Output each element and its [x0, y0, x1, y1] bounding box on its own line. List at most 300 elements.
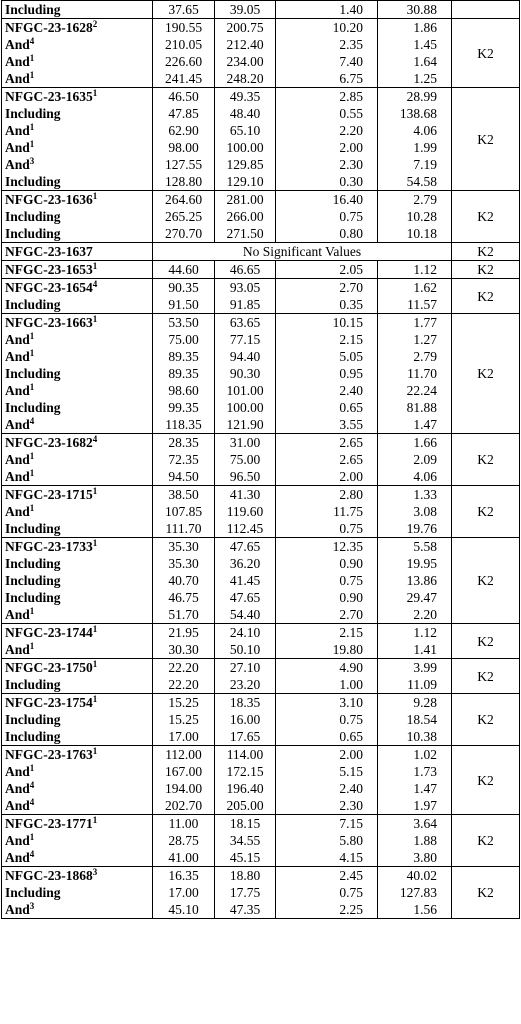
- hole-label: NFGC-23-1637: [5, 244, 93, 259]
- table-row: [2, 711, 520, 728]
- footnote-marker: 1: [29, 468, 35, 478]
- grade-cell: 40.02: [378, 867, 452, 885]
- hole-id-cell: [2, 884, 153, 901]
- to-cell: 36.20: [215, 555, 276, 572]
- footnote-marker: 4: [29, 780, 35, 790]
- hole-id-cell: [2, 624, 153, 642]
- grade-cell: 1.47: [378, 780, 452, 797]
- from-cell: 118.35: [153, 416, 215, 434]
- to-cell: 248.20: [215, 70, 276, 88]
- grade-cell: 4.06: [378, 122, 452, 139]
- hole-id-cell: [2, 555, 153, 572]
- hole-label: And: [5, 850, 30, 865]
- hole-id-cell: [2, 225, 153, 243]
- zone-cell: K2: [452, 659, 520, 694]
- to-cell: 47.65: [215, 589, 276, 606]
- footnote-marker: 1: [92, 659, 98, 669]
- hole-label: Including: [5, 297, 61, 312]
- to-cell: 31.00: [215, 434, 276, 452]
- footnote-marker: 1: [92, 694, 98, 704]
- length-cell: 2.35: [276, 36, 378, 53]
- from-cell: 47.85: [153, 105, 215, 122]
- hole-id-cell: [2, 486, 153, 504]
- grade-cell: 5.58: [378, 538, 452, 556]
- grade-cell: 1.97: [378, 797, 452, 815]
- grade-cell: 1.64: [378, 53, 452, 70]
- length-cell: 0.30: [276, 173, 378, 191]
- length-cell: 7.40: [276, 53, 378, 70]
- hole-label: NFGC-23-1754: [5, 695, 93, 710]
- hole-id-cell: [2, 434, 153, 452]
- length-cell: 2.70: [276, 606, 378, 624]
- length-cell: 3.10: [276, 694, 378, 712]
- table-row: [2, 797, 520, 815]
- zone-cell: K2: [452, 261, 520, 279]
- grade-cell: 1.02: [378, 746, 452, 764]
- length-cell: 0.75: [276, 208, 378, 225]
- footnote-marker: 4: [29, 797, 35, 807]
- length-cell: 2.65: [276, 451, 378, 468]
- zone-cell: K2: [452, 486, 520, 538]
- hole-id-cell: [2, 191, 153, 209]
- length-cell: 2.05: [276, 261, 378, 279]
- from-cell: 190.55: [153, 19, 215, 37]
- no-significant-values-cell: No Significant Values: [153, 243, 452, 261]
- zone-cell: K2: [452, 746, 520, 815]
- to-cell: 266.00: [215, 208, 276, 225]
- footnote-marker: 1: [29, 451, 35, 461]
- table-row: [2, 105, 520, 122]
- hole-label: Including: [5, 366, 61, 381]
- from-cell: 16.35: [153, 867, 215, 885]
- grade-cell: 1.88: [378, 832, 452, 849]
- hole-id-cell: [2, 1, 153, 19]
- hole-label: Including: [5, 556, 61, 571]
- table-row: [2, 139, 520, 156]
- from-cell: 94.50: [153, 468, 215, 486]
- grade-cell: 30.88: [378, 1, 452, 19]
- footnote-marker: 1: [92, 314, 98, 324]
- footnote-marker: 1: [92, 88, 98, 98]
- from-cell: 17.00: [153, 884, 215, 901]
- from-cell: 53.50: [153, 314, 215, 332]
- footnote-marker: 1: [29, 382, 35, 392]
- grade-cell: 2.79: [378, 348, 452, 365]
- hole-id-cell: [2, 451, 153, 468]
- from-cell: 11.00: [153, 815, 215, 833]
- table-row: [2, 867, 520, 885]
- footnote-marker: 1: [92, 486, 98, 496]
- footnote-marker: 1: [29, 348, 35, 358]
- from-cell: 37.65: [153, 1, 215, 19]
- hole-label: And: [5, 607, 30, 622]
- footnote-marker: 1: [29, 331, 35, 341]
- hole-label: And: [5, 781, 30, 796]
- grade-cell: 13.86: [378, 572, 452, 589]
- footnote-marker: 2: [92, 19, 98, 29]
- length-cell: 7.15: [276, 815, 378, 833]
- hole-label: And: [5, 383, 30, 398]
- grade-cell: 19.76: [378, 520, 452, 538]
- to-cell: 172.15: [215, 763, 276, 780]
- grade-cell: 138.68: [378, 105, 452, 122]
- length-cell: 12.35: [276, 538, 378, 556]
- from-cell: 107.85: [153, 503, 215, 520]
- grade-cell: 127.83: [378, 884, 452, 901]
- length-cell: 0.75: [276, 520, 378, 538]
- hole-label: NFGC-23-1636: [5, 192, 93, 207]
- footnote-marker: 3: [92, 867, 98, 877]
- hole-label: NFGC-23-1744: [5, 625, 93, 640]
- footnote-marker: 4: [29, 416, 35, 426]
- grade-cell: 81.88: [378, 399, 452, 416]
- hole-id-cell: [2, 867, 153, 885]
- from-cell: 30.30: [153, 641, 215, 659]
- hole-label: NFGC-23-1654: [5, 280, 93, 295]
- length-cell: 2.15: [276, 624, 378, 642]
- zone-cell: K2: [452, 19, 520, 88]
- hole-id-cell: [2, 520, 153, 538]
- zone-cell: K2: [452, 314, 520, 434]
- hole-label: NFGC-23-1715: [5, 487, 93, 502]
- table-row: [2, 19, 520, 37]
- to-cell: 24.10: [215, 624, 276, 642]
- hole-label: Including: [5, 2, 61, 17]
- to-cell: 281.00: [215, 191, 276, 209]
- from-cell: 22.20: [153, 659, 215, 677]
- from-cell: 51.70: [153, 606, 215, 624]
- from-cell: 28.75: [153, 832, 215, 849]
- hole-label: Including: [5, 573, 61, 588]
- hole-label: And: [5, 349, 30, 364]
- table-row: [2, 36, 520, 53]
- hole-id-cell: [2, 331, 153, 348]
- hole-id-cell: [2, 849, 153, 867]
- table-row: [2, 399, 520, 416]
- footnote-marker: 1: [92, 624, 98, 634]
- hole-id-cell: [2, 746, 153, 764]
- hole-label: Including: [5, 712, 61, 727]
- grade-cell: 1.33: [378, 486, 452, 504]
- grade-cell: 7.19: [378, 156, 452, 173]
- footnote-marker: 1: [92, 815, 98, 825]
- footnote-marker: 4: [92, 434, 98, 444]
- hole-id-cell: [2, 797, 153, 815]
- length-cell: 4.15: [276, 849, 378, 867]
- footnote-marker: 4: [29, 36, 35, 46]
- zone-cell: K2: [452, 694, 520, 746]
- grade-cell: 2.20: [378, 606, 452, 624]
- to-cell: 49.35: [215, 88, 276, 106]
- grade-cell: 11.09: [378, 676, 452, 694]
- table-row: [2, 815, 520, 833]
- hole-id-cell: [2, 538, 153, 556]
- hole-label: Including: [5, 729, 61, 744]
- grade-cell: 11.57: [378, 296, 452, 314]
- footnote-marker: 4: [29, 849, 35, 859]
- zone-cell: K2: [452, 243, 520, 261]
- hole-id-cell: [2, 694, 153, 712]
- from-cell: 127.55: [153, 156, 215, 173]
- table-row: [2, 849, 520, 867]
- from-cell: 90.35: [153, 279, 215, 297]
- to-cell: 121.90: [215, 416, 276, 434]
- table-row: [2, 728, 520, 746]
- zone-cell: K2: [452, 867, 520, 919]
- zone-cell: K2: [452, 624, 520, 659]
- hole-id-cell: [2, 279, 153, 297]
- from-cell: 45.10: [153, 901, 215, 919]
- table-row: [2, 659, 520, 677]
- to-cell: 34.55: [215, 832, 276, 849]
- from-cell: 202.70: [153, 797, 215, 815]
- to-cell: 18.15: [215, 815, 276, 833]
- hole-label: NFGC-23-1771: [5, 816, 93, 831]
- table-row: [2, 884, 520, 901]
- length-cell: 0.65: [276, 399, 378, 416]
- from-cell: 226.60: [153, 53, 215, 70]
- grade-cell: 1.66: [378, 434, 452, 452]
- table-row: [2, 606, 520, 624]
- from-cell: 128.80: [153, 173, 215, 191]
- from-cell: 270.70: [153, 225, 215, 243]
- grade-cell: 3.99: [378, 659, 452, 677]
- length-cell: 5.15: [276, 763, 378, 780]
- length-cell: 0.75: [276, 711, 378, 728]
- hole-id-cell: [2, 641, 153, 659]
- grade-cell: 1.12: [378, 261, 452, 279]
- hole-id-cell: [2, 399, 153, 416]
- grade-cell: 1.99: [378, 139, 452, 156]
- drill-results-table: [1, 0, 520, 919]
- table-row: [2, 243, 520, 261]
- table-row: [2, 122, 520, 139]
- footnote-marker: 1: [29, 763, 35, 773]
- table-row: [2, 624, 520, 642]
- from-cell: 15.25: [153, 711, 215, 728]
- grade-cell: 18.54: [378, 711, 452, 728]
- from-cell: 46.50: [153, 88, 215, 106]
- to-cell: 54.40: [215, 606, 276, 624]
- hole-label: Including: [5, 677, 61, 692]
- length-cell: 2.85: [276, 88, 378, 106]
- length-cell: 0.95: [276, 365, 378, 382]
- length-cell: 2.40: [276, 780, 378, 797]
- from-cell: 89.35: [153, 365, 215, 382]
- hole-label: And: [5, 833, 30, 848]
- hole-label: And: [5, 417, 30, 432]
- grade-cell: 1.56: [378, 901, 452, 919]
- table-row: [2, 88, 520, 106]
- zone-cell: K2: [452, 434, 520, 486]
- to-cell: 48.40: [215, 105, 276, 122]
- hole-id-cell: [2, 382, 153, 399]
- length-cell: 19.80: [276, 641, 378, 659]
- hole-id-cell: [2, 503, 153, 520]
- from-cell: 44.60: [153, 261, 215, 279]
- footnote-marker: 3: [29, 901, 35, 911]
- from-cell: 15.25: [153, 694, 215, 712]
- length-cell: 2.45: [276, 867, 378, 885]
- hole-label: Including: [5, 106, 61, 121]
- hole-id-cell: [2, 314, 153, 332]
- length-cell: 2.30: [276, 156, 378, 173]
- length-cell: 0.75: [276, 884, 378, 901]
- table-row: [2, 468, 520, 486]
- grade-cell: 2.09: [378, 451, 452, 468]
- hole-label: NFGC-23-1682: [5, 435, 93, 450]
- length-cell: 0.35: [276, 296, 378, 314]
- hole-id-cell: [2, 156, 153, 173]
- length-cell: 2.25: [276, 901, 378, 919]
- hole-id-cell: [2, 659, 153, 677]
- to-cell: 112.45: [215, 520, 276, 538]
- from-cell: 75.00: [153, 331, 215, 348]
- length-cell: 16.40: [276, 191, 378, 209]
- hole-label: And: [5, 469, 30, 484]
- from-cell: 112.00: [153, 746, 215, 764]
- grade-cell: 10.18: [378, 225, 452, 243]
- length-cell: 0.65: [276, 728, 378, 746]
- hole-label: NFGC-23-1635: [5, 89, 93, 104]
- table-row: [2, 434, 520, 452]
- footnote-marker: 1: [29, 641, 35, 651]
- hole-id-cell: [2, 105, 153, 122]
- grade-cell: 28.99: [378, 88, 452, 106]
- hole-label: And: [5, 332, 30, 347]
- length-cell: 0.55: [276, 105, 378, 122]
- length-cell: 5.80: [276, 832, 378, 849]
- table-row: [2, 676, 520, 694]
- hole-label: Including: [5, 885, 61, 900]
- hole-label: And: [5, 642, 30, 657]
- footnote-marker: 1: [29, 70, 35, 80]
- grade-cell: 4.06: [378, 468, 452, 486]
- hole-label: And: [5, 764, 30, 779]
- grade-cell: 1.62: [378, 279, 452, 297]
- from-cell: 21.95: [153, 624, 215, 642]
- grade-cell: 1.73: [378, 763, 452, 780]
- to-cell: 77.15: [215, 331, 276, 348]
- table-row: [2, 314, 520, 332]
- from-cell: 194.00: [153, 780, 215, 797]
- table-row: [2, 503, 520, 520]
- footnote-marker: 1: [29, 503, 35, 513]
- table-row: [2, 70, 520, 88]
- length-cell: 0.75: [276, 572, 378, 589]
- table-row: [2, 208, 520, 225]
- table-row: [2, 191, 520, 209]
- from-cell: 22.20: [153, 676, 215, 694]
- from-cell: 241.45: [153, 70, 215, 88]
- zone-cell: K2: [452, 88, 520, 191]
- from-cell: 99.35: [153, 399, 215, 416]
- to-cell: 119.60: [215, 503, 276, 520]
- length-cell: 0.90: [276, 555, 378, 572]
- to-cell: 271.50: [215, 225, 276, 243]
- to-cell: 234.00: [215, 53, 276, 70]
- footnote-marker: 1: [29, 832, 35, 842]
- hole-id-cell: [2, 36, 153, 53]
- from-cell: 98.00: [153, 139, 215, 156]
- hole-label: NFGC-23-1733: [5, 539, 93, 554]
- hole-label: And: [5, 157, 30, 172]
- to-cell: 205.00: [215, 797, 276, 815]
- to-cell: 63.65: [215, 314, 276, 332]
- hole-id-cell: [2, 606, 153, 624]
- length-cell: 1.00: [276, 676, 378, 694]
- from-cell: 41.00: [153, 849, 215, 867]
- length-cell: 2.15: [276, 331, 378, 348]
- grade-cell: 1.41: [378, 641, 452, 659]
- table-row: [2, 589, 520, 606]
- hole-id-cell: [2, 348, 153, 365]
- hole-label: NFGC-23-1663: [5, 315, 93, 330]
- hole-id-cell: [2, 261, 153, 279]
- grade-cell: 54.58: [378, 173, 452, 191]
- grade-cell: 11.70: [378, 365, 452, 382]
- hole-id-cell: [2, 365, 153, 382]
- hole-id-cell: [2, 815, 153, 833]
- length-cell: 2.80: [276, 486, 378, 504]
- grade-cell: 10.38: [378, 728, 452, 746]
- hole-label: NFGC-23-1750: [5, 660, 93, 675]
- hole-label: NFGC-23-1763: [5, 747, 93, 762]
- table-row: [2, 694, 520, 712]
- drill-results-body: [2, 1, 520, 919]
- table-row: [2, 746, 520, 764]
- from-cell: 28.35: [153, 434, 215, 452]
- to-cell: 39.05: [215, 1, 276, 19]
- hole-label: And: [5, 504, 30, 519]
- length-cell: 2.40: [276, 382, 378, 399]
- hole-id-cell: [2, 763, 153, 780]
- table-row: [2, 641, 520, 659]
- hole-label: NFGC-23-1868: [5, 868, 93, 883]
- grade-cell: 1.45: [378, 36, 452, 53]
- to-cell: 41.45: [215, 572, 276, 589]
- grade-cell: 1.25: [378, 70, 452, 88]
- zone-cell: [452, 1, 520, 19]
- hole-id-cell: [2, 572, 153, 589]
- length-cell: 6.75: [276, 70, 378, 88]
- hole-label: NFGC-23-1628: [5, 20, 93, 35]
- to-cell: 196.40: [215, 780, 276, 797]
- grade-cell: 22.24: [378, 382, 452, 399]
- hole-id-cell: [2, 468, 153, 486]
- to-cell: 100.00: [215, 399, 276, 416]
- hole-id-cell: [2, 53, 153, 70]
- footnote-marker: 1: [29, 53, 35, 63]
- table-row: [2, 1, 520, 19]
- table-row: [2, 53, 520, 70]
- hole-id-cell: [2, 780, 153, 797]
- length-cell: 0.80: [276, 225, 378, 243]
- hole-label: Including: [5, 226, 61, 241]
- grade-cell: 3.64: [378, 815, 452, 833]
- from-cell: 35.30: [153, 555, 215, 572]
- hole-label: And: [5, 452, 30, 467]
- footnote-marker: 1: [29, 606, 35, 616]
- hole-label: And: [5, 54, 30, 69]
- grade-cell: 29.47: [378, 589, 452, 606]
- table-row: [2, 365, 520, 382]
- from-cell: 89.35: [153, 348, 215, 365]
- length-cell: 11.75: [276, 503, 378, 520]
- from-cell: 38.50: [153, 486, 215, 504]
- hole-id-cell: [2, 711, 153, 728]
- hole-label: And: [5, 71, 30, 86]
